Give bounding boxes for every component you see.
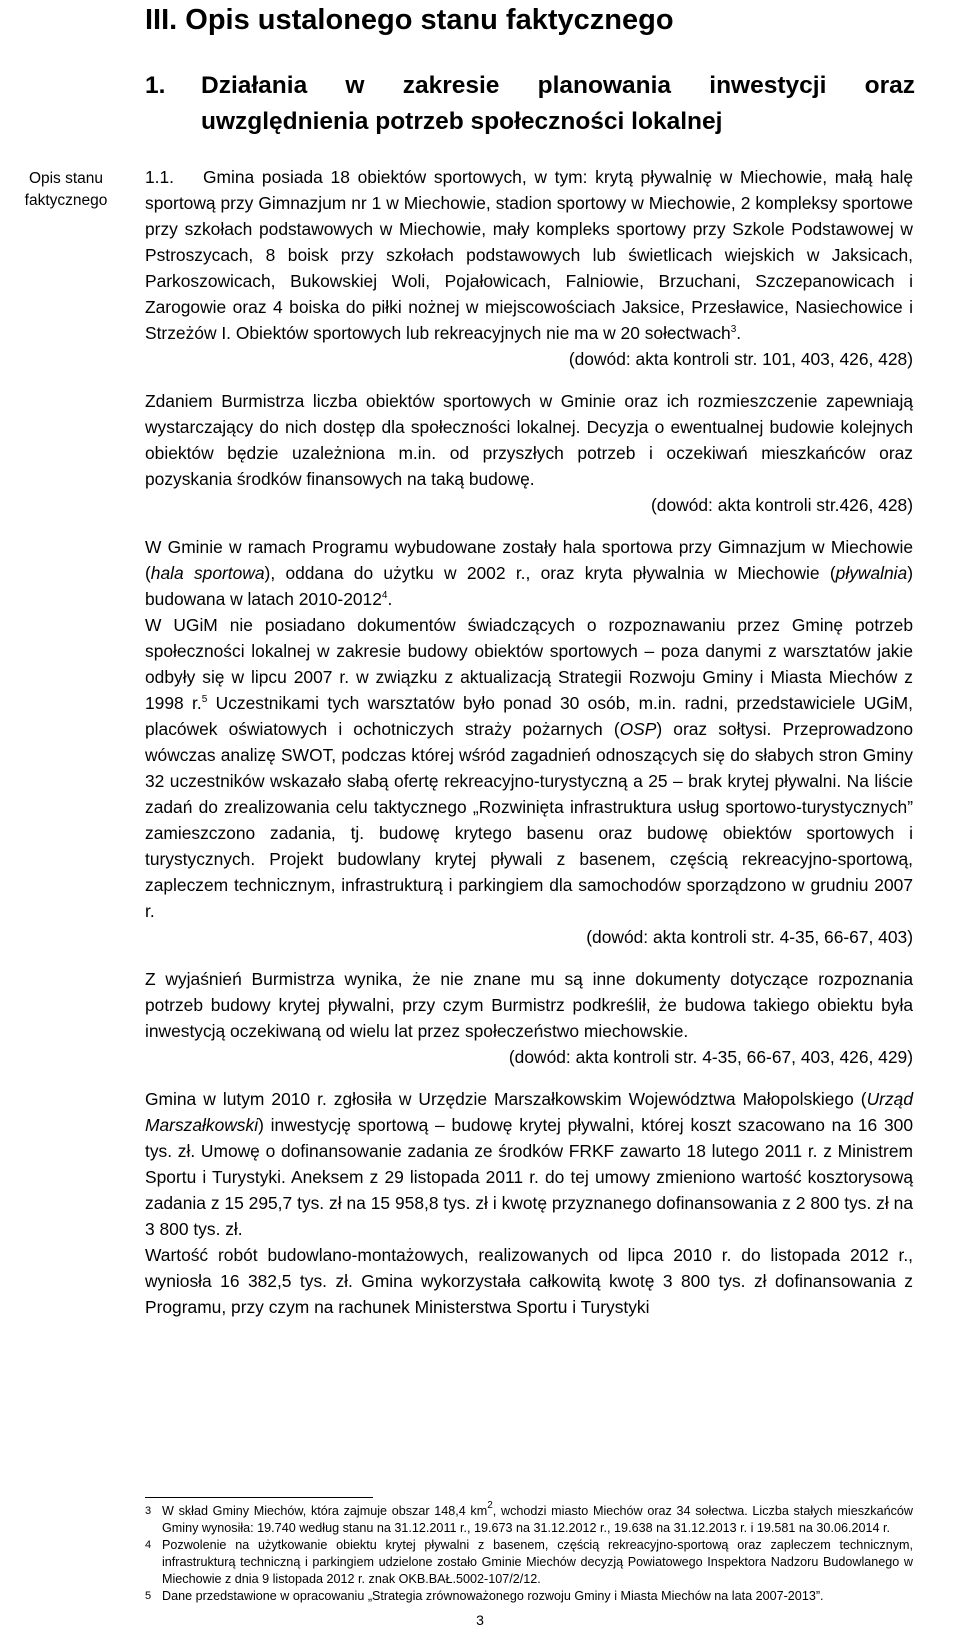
paragraph-3-italic-a: hala sportowa [150,563,265,583]
margin-note: Opis stanu faktycznego [24,170,108,209]
paragraph-6-text-b: ) inwestycję sportową – budowę krytej pływalni, której koszt szacowano na 16 300 tys. zł. Umowę o dofinansowanie zadania ze środków FRKF zawarto 18 lutego 2011 r. z Ministrem Sportu i Turystyki. Aneksem z 29 listopada 2011 r. do tej umowy zmieniono wartość kosztorysową zadania z 15 295,7 tys. zł na 15 958,8 tys. zł i kwotę przyznanego dofinansowania z 2 800 tys. zł na 3 800 tys. zł. [145,1115,913,1239]
page-number: 3 [476,1612,484,1628]
footnote-3-text-a: W skład Gminy Miechów, która zajmuje obszar 148,4 km [162,1504,488,1518]
footnote-5 [145,1588,913,1605]
evidence-citation-3: (dowód: akta kontroli str. 4-35, 66-67, 403) [586,927,913,947]
footnote-number: 5 [145,1590,152,1602]
evidence-citation-1: (dowód: akta kontroli str. 101, 403, 426, 428) [568,349,913,369]
footnote-ref-5[interactable]: 5 [201,694,208,705]
evidence-citation-4: (dowód: akta kontroli str. 4-35, 66-67, 403, 426, 429) [508,1047,913,1067]
paragraph-4-text-c: ) oraz sołtysi. Przeprowadzono wówczas analizę SWOT, podczas której wśród zagadnień odnoszących się do słabych stron Gminy 32 uczestników wskazało słabą ofertę rekreacyjno-turystyczną a 25 – brak krytej pływalni. Na liście zadań do zrealizowania celu taktycznego „Rozwinięta infrastruktura usług sportowo-turystycznych” zamieszczono zadania, tj. budowę krytego basenu oraz budowę obiektów sportowych i turystycznych. Projekt budowlany krytej pływali z basenem, częścią rekreacyjno-sportową, zapleczem technicznym, infrastrukturą i parkingiem dla samochodów sporządzono w grudniu 2007 r. [145,719,913,921]
footnote-3 [145,1500,913,1537]
footnote-number: 4 [145,1539,152,1551]
paragraph-1 [145,164,913,346]
paragraph-2: Zdaniem Burmistrza liczba obiektów sportowych w Gminie oraz ich rozmieszczenie zapewniają wystarczający do nich dostęp dla społeczności lokalnej. Decyzja o ewentualnej budowie kolejnych obiektów będzie uzależniona m.in. od przyszłych potrzeb i oczekiwań mieszkańców oraz pozyskania środków finansowych na taką budowę. [145,391,913,489]
footnotes [145,1500,913,1605]
paragraph-number: 1.1. [145,167,175,187]
footnote-text [162,1500,913,1537]
footnote-text: Pozwolenie na użytkowanie obiektu krytej pływalni z basenem, częścią rekreacyjno-sportową oraz zapleczem technicznym, infrastrukturą techniczną i parkingiem udzielone zostało Gminie Miechów decyzją Powiatowego Inspektora Nadzoru Budowlanego w Miechowie z dnia 9 listopada 2012 r. znak OKB.BAŁ.5002-107/2/12. [162,1538,913,1586]
paragraph-3-italic-b: pływalnia [835,563,908,583]
paragraph-4-text-a: W UGiM nie posiadano dokumentów świadczących o rozpoznawaniu przez Gminę potrzeb społeczności lokalnej w zakresie budowy obiektów sportowych – poza danymi z warsztatów jakie odbyły się w lipcu 2007 r. w związku z aktualizacją Strategii Rozwoju Gminy i Miasta Miechów z 1998 r. [145,615,913,713]
paragraph-5: Z wyjaśnień Burmistrza wynika, że nie znane mu są inne dokumenty dotyczące rozpoznania potrzeb budowy krytej pływalni, przy czym Burmistrz podkreślił, że budowa takiego obiektu była inwestycją oczekiwaną od wielu lat przez społeczeństwo miechowskie. [145,969,913,1041]
paragraph-4 [145,612,913,924]
section-title: Działania w zakresie planowania inwestycji oraz uwzględnienia potrzeb społeczności lokalnej [201,72,915,135]
paragraph-1-text: Gmina posiada 18 obiektów sportowych, w tym: krytą pływalnię w Miechowie, małą halę sportową przy Gimnazjum nr 1 w Miechowie, stadion sportowy w Miechowie, 2 kompleksy sportowe przy szkołach podstawowych w Miechowie, mały kompleks sportowy przy Szkole Podstawowej w Pstroszycach, 8 boisk przy szkołach podstawowych lub świetlicach wiejskich w Jaksicach, Parkoszowicach, Bukowskiej Woli, Pojałowicach, Falniowie, Brzuchani, Szczepanowicach i Zarogowie oraz 4 boiska do piłki nożnej w miejscowościach Jaksice, Przesławice, Nasiechowice i Strzeżów I. Obiektów sportowych lub rekreacyjnych nie ma w 20 sołectwach [145,167,913,343]
footnote-ref-4[interactable]: 4 [381,590,388,601]
paragraph-7: Wartość robót budowlano-montażowych, realizowanych od lipca 2010 r. do listopada 2012 r., wyniosła 16 382,5 tys. zł. Gmina wykorzystała całkowitą kwotę 3 800 tys. zł dofinansowania z Programu, przy czym na rachunek Ministerstwa Sportu i Turystyki [145,1245,913,1317]
paragraph-4-italic: OSP [619,719,657,739]
section-number: 1. [145,72,166,99]
paragraph-6-text-a: Gmina w lutym 2010 r. zgłosiła w Urzędzie Marszałkowskim Województwa Małopolskiego ( [145,1089,867,1109]
paragraph-3 [145,534,913,612]
document-body [145,164,913,1320]
paragraph-4-text-b: Uczestnikami tych warsztatów było ponad 30 osób, m.in. radni, przedstawiciele UGiM, placówek oświatowych i ochotniczych straży pożarnych ( [145,693,913,739]
paragraph-3-text-a: W Gminie w ramach Programu wybudowane zostały hala sportowa przy Gimnazjum w Miechowie ( [145,537,913,583]
footnote-separator [145,1497,373,1498]
paragraph-6 [145,1086,913,1242]
paragraph-6-italic: Urząd Marszałkowski [145,1089,913,1135]
paragraph-1-end: . [736,323,742,343]
footnote-3-text-b: , wchodzi miasto Miechów oraz 34 sołectwa. Liczba stałych mieszkańców Gminy wynosiła: 19.740 według stanu na 31.12.2011 r., 19.673 na 31.12.2012 r., 19.638 na 31.12.2013 r. i 19.581 na 30.06.2014 r. [162,1504,913,1535]
footnote-text: Dane przedstawione w opracowaniu „Strategia zrównoważonego rozwoju Gminy i Miasta Miechów na lata 2007-2013”. [162,1589,824,1603]
footnote-4 [145,1537,913,1588]
paragraph-3-end: . [387,589,393,609]
chapter-title: III. Opis ustalonego stanu faktycznego [145,4,674,36]
footnote-number: 3 [145,1505,152,1517]
paragraph-3-text-c: ) budowana w latach 2010-2012 [145,563,913,609]
footnote-ref-3[interactable]: 3 [730,324,737,335]
paragraph-3-text-b: ), oddana do użytku w 2002 r., oraz kryta pływalnia w Miechowie ( [264,563,836,583]
superscript: 2 [487,1500,493,1511]
section-heading [145,68,915,140]
evidence-citation-2: (dowód: akta kontroli str.426, 428) [651,495,913,515]
